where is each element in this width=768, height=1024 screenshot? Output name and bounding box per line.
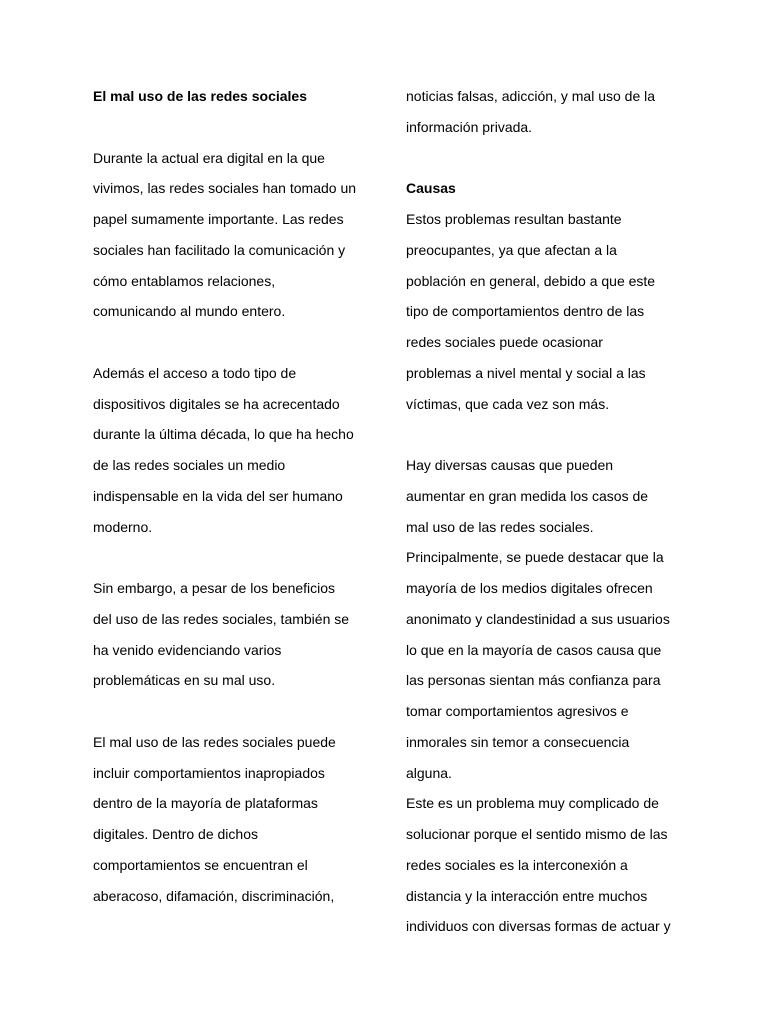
- text-line: redes sociales es la interconexión a: [406, 856, 628, 873]
- text-line: noticias falsas, adicción, y mal uso de la: [406, 88, 656, 104]
- text-line: El mal uso de las redes sociales puede: [93, 733, 336, 750]
- text-line: dentro de la mayoría de plataformas: [93, 795, 318, 812]
- text-line: aumentar en gran medida los casos de: [406, 487, 649, 504]
- text-line: Sin embargo, a pesar de los beneficios: [93, 580, 336, 596]
- text-line: sociales han facilitado la comunicación y: [93, 241, 346, 258]
- text-line: redes sociales puede ocasionar: [406, 334, 603, 350]
- text-line: inmorales sin temor a consecuencia: [406, 733, 630, 750]
- text-line: mayoría de los medios digitales ofrecen: [406, 580, 653, 596]
- text-line: mal uso de las redes sociales.: [406, 518, 594, 535]
- text-line: incluir comportamientos inapropiados: [93, 764, 325, 781]
- text-line: ha venido evidenciando varios: [93, 641, 282, 658]
- text-line: lo que en la mayoría de casos causa que: [406, 641, 662, 658]
- section-heading: El mal uso de las redes sociales: [93, 88, 307, 104]
- text-line: población en general, debido a que este: [406, 272, 656, 289]
- text-line: problemáticas en su mal uso.: [93, 672, 276, 689]
- text-line: cómo entablamos relaciones,: [93, 272, 276, 289]
- text-line: tomar comportamientos agresivos e: [406, 703, 629, 719]
- text-line: del uso de las redes sociales, también se: [93, 610, 350, 627]
- text-line: información privada.: [406, 118, 533, 135]
- text-line: individuos con diversas formas de actuar y: [406, 918, 671, 935]
- text-line: Principalmente, se puede destacar que la: [406, 549, 664, 566]
- section-heading: Causas: [406, 180, 456, 197]
- text-line: comunicando al mundo entero.: [93, 303, 286, 320]
- text-line: anonimato y clandestinidad a sus usuarios: [406, 610, 670, 627]
- text-line: Este es un problema muy complicado de: [406, 795, 659, 812]
- text-line: Durante la actual era digital en la que: [93, 149, 325, 166]
- text-line: solucionar porque el sentido mismo de las: [406, 826, 668, 842]
- text-line: distancia y la interacción entre muchos: [406, 887, 648, 904]
- text-line: problemas a nivel mental y social a las: [406, 364, 646, 381]
- text-line: comportamientos se encuentran el: [93, 856, 308, 873]
- text-line: preocupantes, ya que afectan a la: [406, 241, 617, 258]
- text-line: tipo de comportamientos dentro de las: [406, 303, 645, 320]
- text-line: papel sumamente importante. Las redes: [93, 211, 344, 227]
- text-line: las personas sientan más confianza para: [406, 672, 661, 689]
- text-line: víctimas, que cada vez son más.: [406, 395, 610, 412]
- text-line: durante la última década, lo que ha hecho: [93, 426, 354, 443]
- text-line: indispensable en la vida del ser humano: [93, 487, 343, 504]
- text-line: alguna.: [406, 764, 452, 781]
- text-line: Además el acceso a todo tipo de: [93, 364, 297, 381]
- text-line: de las redes sociales un medio: [93, 457, 286, 473]
- text-line: vivimos, las redes sociales han tomado un: [93, 180, 357, 197]
- text-line: dispositivos digitales se ha acrecentado: [93, 395, 340, 412]
- text-line: moderno.: [93, 518, 153, 535]
- text-line: digitales. Dentro de dichos: [93, 826, 258, 842]
- text-line: Estos problemas resultan bastante: [406, 211, 622, 227]
- text-line: Hay diversas causas que pueden: [406, 457, 614, 473]
- text-line: aberacoso, difamación, discriminación,: [93, 887, 335, 904]
